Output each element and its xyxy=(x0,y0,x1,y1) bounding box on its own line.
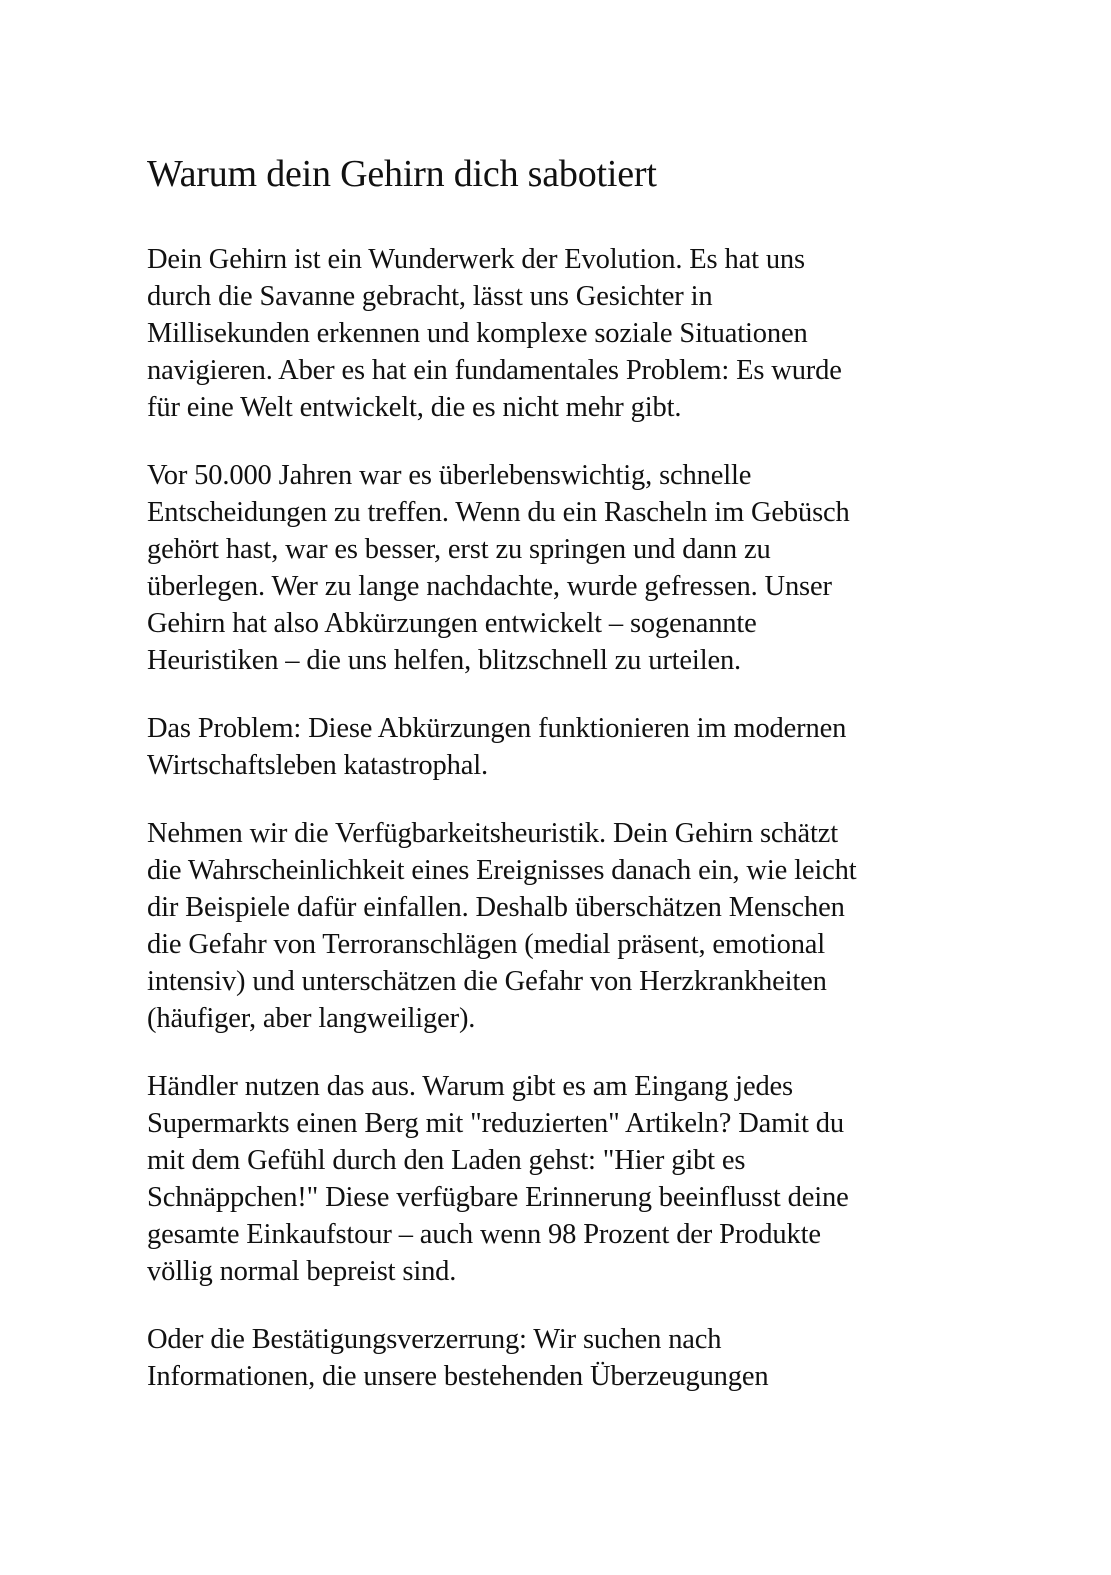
paragraph xyxy=(147,1321,967,1395)
text-line: Gehirn hat also Abkürzungen entwickelt – sogenannte xyxy=(147,608,757,639)
text-line: gehört hast, war es besser, erst zu springen und dann zu xyxy=(147,534,771,565)
text-line: überlegen. Wer zu lange nachdachte, wurde gefressen. Unser xyxy=(147,571,832,602)
paragraph xyxy=(147,457,967,679)
text-line: Millisekunden erkennen und komplexe soziale Situationen xyxy=(147,318,808,349)
text-line: navigieren. Aber es hat ein fundamentales Problem: Es wurde xyxy=(147,355,842,386)
text-line: die Wahrscheinlichkeit eines Ereignisses danach ein, wie leicht xyxy=(147,855,857,886)
text-line: die Gefahr von Terroranschlägen (medial präsent, emotional xyxy=(147,929,826,960)
text-line: völlig normal bepreist sind. xyxy=(147,1256,457,1287)
text-line: gesamte Einkaufstour – auch wenn 98 Prozent der Produkte xyxy=(147,1219,821,1250)
document-page xyxy=(147,150,967,1426)
text-line: Händler nutzen das aus. Warum gibt es am Eingang jedes xyxy=(147,1071,793,1102)
text-line: für eine Welt entwickelt, die es nicht mehr gibt. xyxy=(147,392,682,423)
text-line: Supermarkts einen Berg mit "reduzierten" Artikeln? Damit du xyxy=(147,1108,844,1139)
text-line: (häufiger, aber langweiliger). xyxy=(147,1003,476,1034)
text-line: Informationen, die unsere bestehenden Überzeugungen xyxy=(147,1361,769,1392)
text-line: Wirtschaftsleben katastrophal. xyxy=(147,750,488,781)
body-text xyxy=(147,241,967,1395)
paragraph xyxy=(147,710,967,784)
text-line: Vor 50.000 Jahren war es überlebenswichtig, schnelle xyxy=(147,460,752,491)
text-line: Nehmen wir die Verfügbarkeitsheuristik. Dein Gehirn schätzt xyxy=(147,818,839,849)
page-title: Warum dein Gehirn dich sabotiert xyxy=(147,153,657,195)
text-line: Dein Gehirn ist ein Wunderwerk der Evolution. Es hat uns xyxy=(147,244,805,275)
text-line: Schnäppchen!" Diese verfügbare Erinnerung beeinflusst deine xyxy=(147,1182,849,1213)
paragraph xyxy=(147,1068,967,1290)
text-line: Heuristiken – die uns helfen, blitzschnell zu urteilen. xyxy=(147,645,742,676)
text-line: Oder die Bestätigungsverzerrung: Wir suchen nach xyxy=(147,1324,722,1355)
text-line: dir Beispiele dafür einfallen. Deshalb überschätzen Menschen xyxy=(147,892,845,923)
paragraph xyxy=(147,815,967,1037)
paragraph xyxy=(147,241,967,426)
text-line: intensiv) und unterschätzen die Gefahr von Herzkrankheiten xyxy=(147,966,827,997)
text-line: mit dem Gefühl durch den Laden gehst: "Hier gibt es xyxy=(147,1145,746,1176)
text-line: Entscheidungen zu treffen. Wenn du ein Rascheln im Gebüsch xyxy=(147,497,850,528)
text-line: durch die Savanne gebracht, lässt uns Gesichter in xyxy=(147,281,713,312)
text-line: Das Problem: Diese Abkürzungen funktionieren im modernen xyxy=(147,713,847,744)
